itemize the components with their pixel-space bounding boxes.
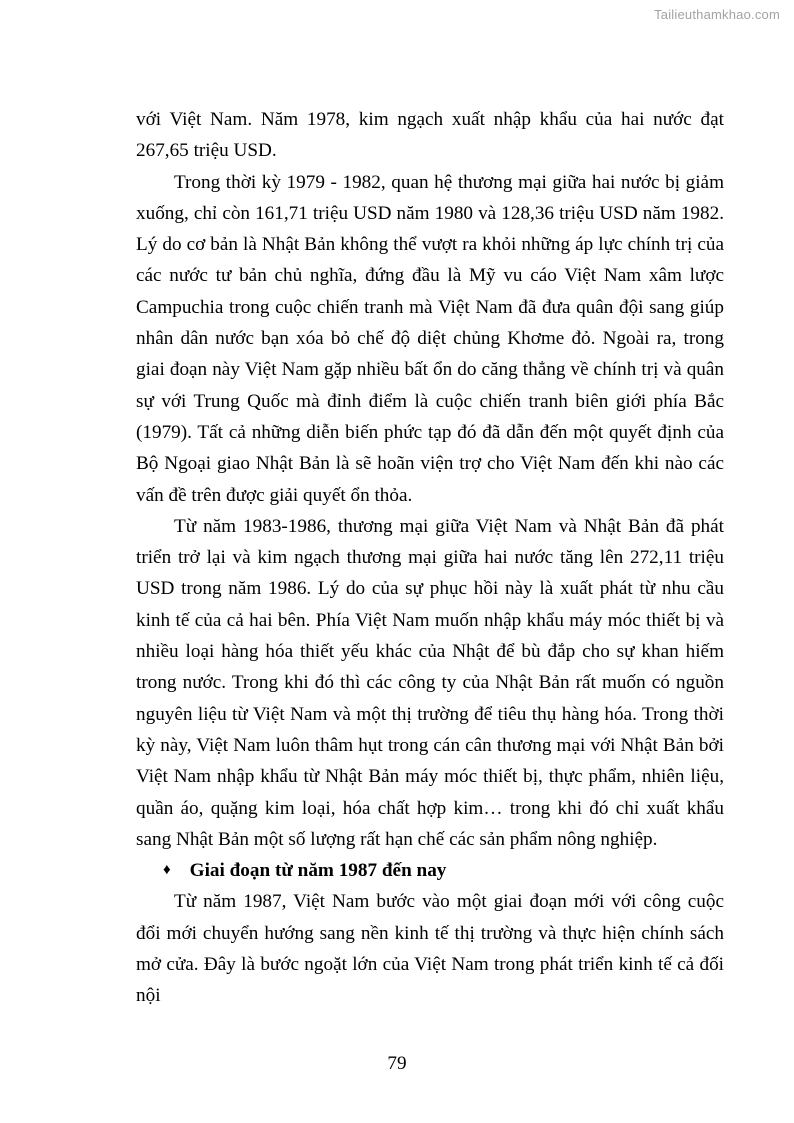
paragraph-continued: với Việt Nam. Năm 1978, kim ngạch xuất nhập khẩu của hai nước đạt 267,65 triệu USD. bbox=[136, 109, 724, 162]
paragraph-1987: Từ năm 1987, Việt Nam bước vào một giai đoạn mới với công cuộc đổi mới chuyển hướng sang nền kinh tế thị trường và thực hiện chính sách mở cửa. Đây là bước ngoặt lớn của Việt Nam trong phát triển kinh tế cả đối nội bbox=[136, 891, 724, 1007]
diamond-bullet-icon: ♦ bbox=[163, 862, 171, 879]
section-heading-1987 bbox=[136, 855, 724, 886]
page-number: 79 bbox=[387, 1053, 407, 1074]
paragraph-1983-1986: Từ năm 1983-1986, thương mại giữa Việt Nam và Nhật Bản đã phát triển trở lại và kim ngạch thương mại giữa hai nước tăng lên 272,11 triệu USD trong năm 1986. Lý do của sự phục hồi này là xuất phát từ nhu cầu kinh tế của cả hai bên. Phía Việt Nam muốn nhập khẩu máy móc thiết bị và nhiều loại hàng hóa thiết yếu khác của Nhật để bù đắp cho sự khan hiếm trong nước. Trong khi đó thì các công ty của Nhật Bản rất muốn có nguồn nguyên liệu từ Việt Nam và một thị trường để tiêu thụ hàng hóa. Trong thời kỳ này, Việt Nam luôn thâm hụt trong cán cân thương mại với Nhật Bản bởi Việt Nam nhập khẩu từ Nhật Bản máy móc thiết bị, thực phẩm, nhiên liệu, quần áo, quặng kim loại, hóa chất hợp kim… trong khi đó chỉ xuất khẩu sang Nhật Bản một số lượng rất hạn chế các sản phẩm nông nghiệp. bbox=[136, 515, 724, 850]
text-column bbox=[136, 104, 724, 1012]
watermark-label: Tailieuthamkhao.com bbox=[654, 7, 780, 22]
paragraph-1979-1982: Trong thời kỳ 1979 - 1982, quan hệ thương mại giữa hai nước bị giảm xuống, chỉ còn 161,71 triệu USD năm 1980 và 128,36 triệu USD năm 1982. Lý do cơ bản là Nhật Bản không thể vượt ra khỏi những áp lực chính trị của các nước tư bản chủ nghĩa, đứng đầu là Mỹ vu cáo Việt Nam xâm lược Campuchia trong cuộc chiến tranh mà Việt Nam đã đưa quân đội sang giúp nhân dân nước bạn xóa bỏ chế độ diệt chủng Khơme đỏ. Ngoài ra, trong giai đoạn này Việt Nam gặp nhiều bất ổn do căng thẳng về chính trị và quân sự với Trung Quốc mà đỉnh điểm là cuộc chiến tranh biên giới phía Bắc (1979). Tất cả những diễn biến phức tạp đó đã dẫn đến một quyết định của Bộ Ngoại giao Nhật Bản là sẽ hoãn viện trợ cho Việt Nam đến khi nào các vấn đề trên được giải quyết ổn thỏa. bbox=[136, 171, 724, 506]
section-heading-label: Giai đoạn từ năm 1987 đến nay bbox=[189, 860, 447, 882]
